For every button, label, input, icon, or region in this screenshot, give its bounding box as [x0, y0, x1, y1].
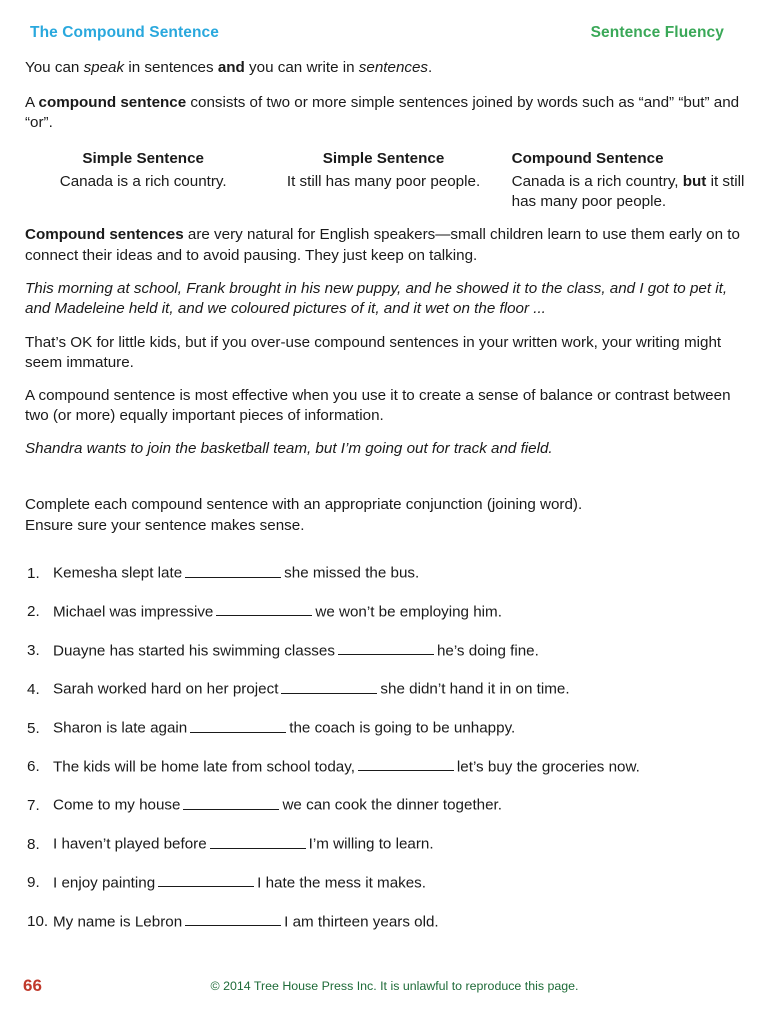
- exercise-item: [27, 872, 746, 893]
- answer-blank[interactable]: [216, 601, 312, 616]
- definition-text-a: A: [25, 94, 39, 112]
- exercise-text: [53, 794, 746, 815]
- exercise-text-after: she didn’t hand it in on time.: [380, 680, 570, 698]
- column-3-example: [512, 172, 746, 212]
- exercise-text-after: I am thirteen years old.: [284, 912, 439, 930]
- exercise-text: [53, 562, 746, 583]
- exercise-item: [27, 678, 746, 699]
- comparison-column-1: [28, 149, 258, 211]
- exercise-number: 8.: [27, 835, 40, 853]
- exercise-number: 9.: [27, 874, 40, 892]
- exercise-text-after: we can cook the dinner together.: [282, 796, 502, 814]
- exercise-text-before: My name is Lebron: [53, 912, 183, 930]
- copyright-notice: © 2014 Tree House Press Inc. It is unlawful to reproduce this page.: [210, 979, 579, 993]
- example-shandra: Shandra wants to join the basketball team, but I’m going out for track and field.: [25, 439, 553, 457]
- natural-paragraph: [25, 225, 746, 265]
- page-title: The Compound Sentence: [30, 24, 219, 41]
- answer-blank[interactable]: [183, 794, 279, 809]
- answer-blank[interactable]: [338, 640, 434, 655]
- exercise-text-before: Michael was impressive: [53, 603, 214, 621]
- exercise-text-before: I haven’t played before: [53, 835, 207, 853]
- natural-bold-term: Compound sentences: [25, 226, 184, 244]
- exercise-text: [53, 717, 746, 738]
- exercise-number: 2.: [27, 603, 40, 621]
- exercise-item: [27, 756, 746, 777]
- answer-blank[interactable]: [185, 911, 281, 926]
- exercise-number: 3.: [27, 642, 40, 660]
- definition-paragraph: [25, 93, 746, 133]
- exercise-text: [53, 678, 746, 699]
- column-3-text-a: Canada is a rich country,: [511, 172, 683, 190]
- exercise-text-before: Come to my house: [53, 796, 181, 814]
- example-puppy: This morning at school, Frank brought in his new puppy, and he showed it to the class, and I got to pet it, and Madeleine held it, and we coloured pictures of it, and it wet on the floor ...: [25, 279, 728, 317]
- exercise-text-before: Kemesha slept late: [53, 564, 183, 582]
- exercise-number: 10.: [27, 912, 49, 930]
- definition-bold-term: compound sentence: [38, 94, 187, 112]
- answer-blank[interactable]: [185, 562, 281, 577]
- exercise-item: [27, 601, 746, 622]
- column-1-heading: Simple Sentence: [82, 150, 204, 168]
- exercise-number: 1.: [27, 564, 40, 582]
- column-2-heading: Simple Sentence: [322, 150, 445, 168]
- natural-rest-text: are very natural for English speakers—small children learn to use them early on to connect their ideas and to avoid pausing. They just keep on talking.: [25, 226, 740, 264]
- exercise-text: [53, 601, 746, 622]
- exercise-number: 4.: [27, 680, 40, 698]
- column-2-example: It still has many poor people.: [286, 172, 481, 190]
- exercise-item: [27, 717, 746, 738]
- definition-text-b: consists of two or more simple sentences joined by words such as “and” “but” and “or”.: [25, 94, 740, 132]
- column-1-example: Canada is a rich country.: [59, 172, 227, 190]
- exercise-text-after: let’s buy the groceries now.: [456, 758, 640, 776]
- exercise-number: 7.: [27, 796, 40, 814]
- page-number: 66: [23, 976, 42, 995]
- column-3-heading: Compound Sentence: [511, 150, 664, 168]
- intro-text-a: You can: [25, 59, 84, 76]
- comparison-column-2: [258, 149, 508, 211]
- page-footer: [0, 976, 771, 998]
- exercise-text-before: Sharon is late again: [53, 719, 188, 737]
- exercise-text: [53, 911, 746, 932]
- exercise-text-after: the coach is going to be unhappy.: [289, 719, 516, 737]
- exercise-text-after: I’m willing to learn.: [308, 835, 434, 853]
- exercise-number: 6.: [27, 758, 40, 776]
- exercise-number: 5.: [27, 719, 40, 737]
- exercise-text-after: I hate the mess it makes.: [257, 874, 426, 892]
- intro-text-b: in sentences: [124, 59, 218, 76]
- effective-paragraph: A compound sentence is most effective when you use it to create a sense of balance or contrast between two (or more) equally important pieces of information.: [25, 386, 731, 424]
- instructions-line-2: Ensure sure your sentence makes sense.: [25, 516, 305, 534]
- page-header: [25, 0, 746, 42]
- exercise-item: [27, 640, 746, 661]
- intro-bold-and: and: [217, 59, 245, 76]
- intro-sentence: [25, 58, 746, 78]
- strand-label: Sentence Fluency: [590, 24, 724, 41]
- column-3-text-b: it still has many poor people.: [511, 172, 745, 210]
- intro-text-d: .: [428, 59, 433, 76]
- exercise-text-before: The kids will be home late from school today,: [53, 758, 355, 776]
- exercise-item: [27, 562, 746, 583]
- instructions-line-1: Complete each compound sentence with an appropriate conjunction (joining word).: [25, 496, 583, 513]
- page-content: [25, 42, 746, 932]
- answer-blank[interactable]: [281, 678, 377, 693]
- instructions-block: [25, 495, 746, 536]
- exercise-text: [53, 756, 746, 777]
- intro-italic-speak: speak: [83, 59, 125, 76]
- comparison-table: [25, 149, 746, 211]
- exercise-item: [27, 833, 746, 854]
- exercise-text-before: Sarah worked hard on her project: [53, 680, 279, 698]
- answer-blank[interactable]: [190, 717, 286, 732]
- answer-blank[interactable]: [210, 833, 306, 848]
- intro-italic-sentences: sentences: [358, 59, 429, 76]
- comparison-column-3: [509, 149, 746, 211]
- exercise-text-before: I enjoy painting: [53, 874, 156, 892]
- exercise-text: [53, 640, 746, 661]
- exercise-text-after: he’s doing fine.: [436, 642, 539, 660]
- answer-blank[interactable]: [358, 756, 454, 771]
- answer-blank[interactable]: [158, 872, 254, 887]
- exercise-text: [53, 833, 746, 854]
- exercise-item: [27, 794, 746, 815]
- exercise-list: [25, 562, 746, 931]
- exercise-text-before: Duayne has started his swimming classes: [53, 642, 335, 660]
- overuse-paragraph: That’s OK for little kids, but if you over-use compound sentences in your written work, your writing might seem immature.: [25, 333, 722, 371]
- column-3-bold-but: but: [682, 172, 707, 190]
- exercise-text: [53, 872, 746, 893]
- exercise-text-after: she missed the bus.: [284, 564, 420, 582]
- exercise-item: [27, 911, 746, 932]
- exercise-text-after: we won’t be employing him.: [315, 603, 502, 621]
- intro-text-c: you can write in: [244, 59, 359, 76]
